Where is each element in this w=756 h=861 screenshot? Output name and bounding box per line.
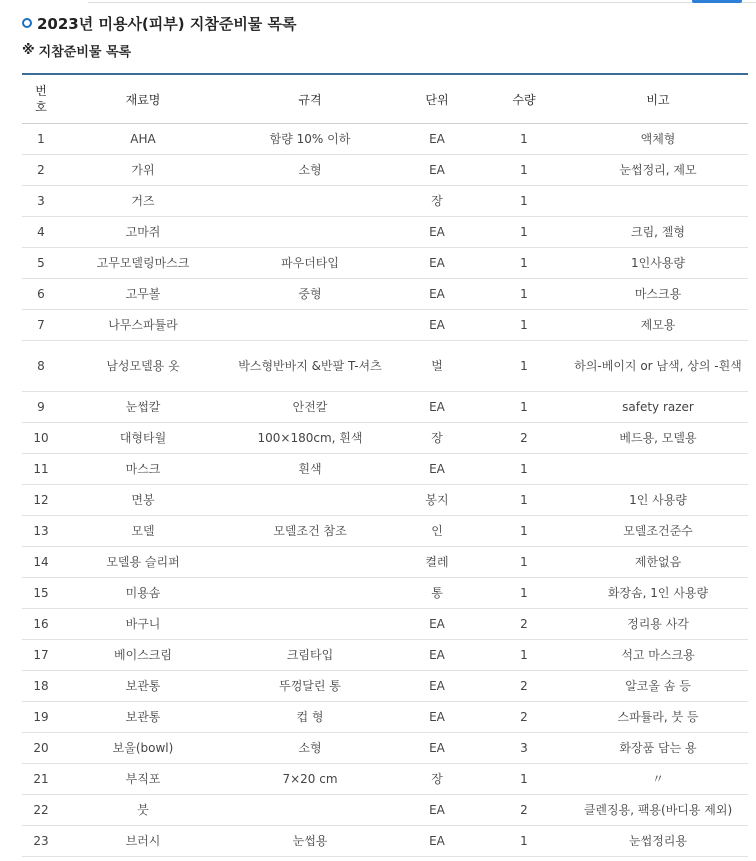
table-row bbox=[22, 341, 748, 392]
cell-note bbox=[568, 454, 748, 485]
cell-qty: 1 bbox=[480, 186, 568, 217]
cell-note: 하의-베이지 or 남색, 상의 -흰색 bbox=[568, 341, 748, 392]
table-row bbox=[22, 640, 748, 671]
cell-no: 5 bbox=[22, 248, 60, 279]
cell-qty: 1 bbox=[480, 248, 568, 279]
cell-note: 석고 마스크용 bbox=[568, 640, 748, 671]
cell-no: 4 bbox=[22, 217, 60, 248]
cell-name: 마스크 bbox=[60, 454, 226, 485]
cell-qty: 1 bbox=[480, 124, 568, 155]
cell-no: 3 bbox=[22, 186, 60, 217]
table-row bbox=[22, 217, 748, 248]
cell-name: 부직포 bbox=[60, 764, 226, 795]
cell-name: 면봉 bbox=[60, 485, 226, 516]
circle-bullet-icon bbox=[22, 18, 32, 28]
table-row bbox=[22, 547, 748, 578]
section-title bbox=[22, 41, 131, 59]
cell-note: 액체형 bbox=[568, 124, 748, 155]
table-row bbox=[22, 609, 748, 640]
cell-no: 7 bbox=[22, 310, 60, 341]
cell-note: 스파튤라, 붓 등 bbox=[568, 702, 748, 733]
cell-name: 거즈 bbox=[60, 186, 226, 217]
cell-name: 눈썹칼 bbox=[60, 392, 226, 423]
cell-unit: EA bbox=[394, 155, 480, 186]
cell-no: 11 bbox=[22, 454, 60, 485]
cell-unit: 인 bbox=[394, 516, 480, 547]
table-row bbox=[22, 702, 748, 733]
cell-unit: EA bbox=[394, 392, 480, 423]
cell-no: 12 bbox=[22, 485, 60, 516]
cell-unit: EA bbox=[394, 124, 480, 155]
cell-name: 고마쥐 bbox=[60, 217, 226, 248]
cell-qty: 2 bbox=[480, 609, 568, 640]
cell-name: 보울(bowl) bbox=[60, 733, 226, 764]
cell-name: AHA bbox=[60, 124, 226, 155]
cell-spec bbox=[226, 485, 394, 516]
table-row bbox=[22, 826, 748, 857]
materials-table bbox=[22, 73, 748, 857]
cell-no: 2 bbox=[22, 155, 60, 186]
cell-no: 6 bbox=[22, 279, 60, 310]
cell-name: 모델 bbox=[60, 516, 226, 547]
cell-note: 화장솜, 1인 사용량 bbox=[568, 578, 748, 609]
cell-unit: EA bbox=[394, 310, 480, 341]
cell-name: 보관통 bbox=[60, 702, 226, 733]
table-row bbox=[22, 578, 748, 609]
cell-name: 미용솜 bbox=[60, 578, 226, 609]
cell-no: 17 bbox=[22, 640, 60, 671]
table-row bbox=[22, 671, 748, 702]
cell-name: 고무볼 bbox=[60, 279, 226, 310]
cell-spec: 박스형반바지 &반팔 T-셔츠 bbox=[226, 341, 394, 392]
table-row bbox=[22, 733, 748, 764]
cell-unit: EA bbox=[394, 248, 480, 279]
cell-unit: EA bbox=[394, 454, 480, 485]
cell-unit: EA bbox=[394, 640, 480, 671]
cell-qty: 1 bbox=[480, 155, 568, 186]
cell-spec: 파우더타입 bbox=[226, 248, 394, 279]
cell-no: 9 bbox=[22, 392, 60, 423]
top-divider bbox=[88, 2, 756, 3]
header-unit: 단위 bbox=[394, 74, 480, 124]
table-row bbox=[22, 454, 748, 485]
cell-unit: EA bbox=[394, 795, 480, 826]
table-row bbox=[22, 124, 748, 155]
cell-note: 1인사용량 bbox=[568, 248, 748, 279]
cell-note: 모델조건준수 bbox=[568, 516, 748, 547]
cell-name: 바구니 bbox=[60, 609, 226, 640]
table-row bbox=[22, 279, 748, 310]
cell-unit: 벌 bbox=[394, 341, 480, 392]
cell-qty: 1 bbox=[480, 310, 568, 341]
table-row bbox=[22, 310, 748, 341]
header-qty: 수량 bbox=[480, 74, 568, 124]
cell-name: 가위 bbox=[60, 155, 226, 186]
table-row bbox=[22, 186, 748, 217]
cell-spec: 안전칼 bbox=[226, 392, 394, 423]
reference-mark-icon: ※ bbox=[22, 42, 35, 58]
cell-spec: 7×20 cm bbox=[226, 764, 394, 795]
cell-qty: 1 bbox=[480, 217, 568, 248]
cell-unit: 장 bbox=[394, 423, 480, 454]
cell-note: 크림, 젤형 bbox=[568, 217, 748, 248]
cell-no: 10 bbox=[22, 423, 60, 454]
cell-qty: 1 bbox=[480, 640, 568, 671]
cell-note: 화장품 담는 용 bbox=[568, 733, 748, 764]
cell-spec: 소형 bbox=[226, 733, 394, 764]
cell-qty: 1 bbox=[480, 392, 568, 423]
cell-name: 남성모델용 옷 bbox=[60, 341, 226, 392]
cell-unit: EA bbox=[394, 702, 480, 733]
cell-unit: EA bbox=[394, 826, 480, 857]
cell-note: 제한없음 bbox=[568, 547, 748, 578]
cell-unit: EA bbox=[394, 279, 480, 310]
cell-name: 모델용 슬리퍼 bbox=[60, 547, 226, 578]
page-title-text: 2023년 미용사(피부) 지참준비물 목록 bbox=[37, 14, 297, 33]
table-row bbox=[22, 392, 748, 423]
table-body bbox=[22, 124, 748, 857]
table-row bbox=[22, 795, 748, 826]
cell-qty: 1 bbox=[480, 764, 568, 795]
cell-name: 붓 bbox=[60, 795, 226, 826]
cell-qty: 2 bbox=[480, 423, 568, 454]
cell-qty: 1 bbox=[480, 578, 568, 609]
cell-qty: 1 bbox=[480, 485, 568, 516]
cell-unit: 통 bbox=[394, 578, 480, 609]
cell-qty: 3 bbox=[480, 733, 568, 764]
table-row bbox=[22, 516, 748, 547]
cell-no: 14 bbox=[22, 547, 60, 578]
table-row bbox=[22, 155, 748, 186]
table-row bbox=[22, 248, 748, 279]
cell-name: 대형타월 bbox=[60, 423, 226, 454]
cell-spec: 소형 bbox=[226, 155, 394, 186]
cell-qty: 2 bbox=[480, 671, 568, 702]
header-name: 재료명 bbox=[60, 74, 226, 124]
cell-spec bbox=[226, 795, 394, 826]
cell-no: 13 bbox=[22, 516, 60, 547]
cell-note: 눈썹정리용 bbox=[568, 826, 748, 857]
cell-spec: 흰색 bbox=[226, 454, 394, 485]
table-header bbox=[22, 74, 748, 124]
cell-spec bbox=[226, 609, 394, 640]
cell-spec: 크림타입 bbox=[226, 640, 394, 671]
cell-unit: 장 bbox=[394, 186, 480, 217]
cell-note: safety razer bbox=[568, 392, 748, 423]
cell-no: 23 bbox=[22, 826, 60, 857]
cell-spec: 중형 bbox=[226, 279, 394, 310]
cell-note bbox=[568, 186, 748, 217]
cell-no: 8 bbox=[22, 341, 60, 392]
cell-spec: 뚜껑달린 통 bbox=[226, 671, 394, 702]
cell-name: 베이스크림 bbox=[60, 640, 226, 671]
cell-no: 20 bbox=[22, 733, 60, 764]
cell-spec: 모델조건 참조 bbox=[226, 516, 394, 547]
cell-note: 알코올 솜 등 bbox=[568, 671, 748, 702]
cell-unit: EA bbox=[394, 733, 480, 764]
cell-spec: 함량 10% 이하 bbox=[226, 124, 394, 155]
table-row bbox=[22, 764, 748, 795]
table-row bbox=[22, 485, 748, 516]
cell-qty: 1 bbox=[480, 826, 568, 857]
cell-no: 1 bbox=[22, 124, 60, 155]
table-row bbox=[22, 423, 748, 454]
cell-qty: 2 bbox=[480, 795, 568, 826]
section-title-text: 지참준비물 목록 bbox=[38, 44, 132, 60]
cell-qty: 1 bbox=[480, 279, 568, 310]
cell-unit: EA bbox=[394, 609, 480, 640]
cell-unit: 켤레 bbox=[394, 547, 480, 578]
cell-qty: 1 bbox=[480, 547, 568, 578]
cell-qty: 1 bbox=[480, 454, 568, 485]
top-button-edge[interactable] bbox=[692, 0, 742, 3]
cell-spec: 100×180cm, 흰색 bbox=[226, 423, 394, 454]
header-note: 비고 bbox=[568, 74, 748, 124]
cell-note: 정리용 사각 bbox=[568, 609, 748, 640]
cell-note: 눈썹정리, 제모 bbox=[568, 155, 748, 186]
cell-name: 고무모델링마스크 bbox=[60, 248, 226, 279]
cell-name: 나무스파튤라 bbox=[60, 310, 226, 341]
cell-no: 16 bbox=[22, 609, 60, 640]
cell-no: 22 bbox=[22, 795, 60, 826]
cell-note: 베드용, 모델용 bbox=[568, 423, 748, 454]
cell-spec: 컵 형 bbox=[226, 702, 394, 733]
cell-name: 보관통 bbox=[60, 671, 226, 702]
cell-no: 21 bbox=[22, 764, 60, 795]
cell-spec bbox=[226, 578, 394, 609]
cell-qty: 1 bbox=[480, 341, 568, 392]
cell-spec bbox=[226, 310, 394, 341]
cell-unit: 봉지 bbox=[394, 485, 480, 516]
cell-note: 〃 bbox=[568, 764, 748, 795]
cell-no: 15 bbox=[22, 578, 60, 609]
cell-spec: 눈썹용 bbox=[226, 826, 394, 857]
cell-no: 19 bbox=[22, 702, 60, 733]
cell-note: 클렌징용, 팩용(바디용 제외) bbox=[568, 795, 748, 826]
cell-note: 1인 사용량 bbox=[568, 485, 748, 516]
cell-spec bbox=[226, 217, 394, 248]
header-no: 번호 bbox=[22, 74, 60, 124]
cell-unit: EA bbox=[394, 671, 480, 702]
header-spec: 규격 bbox=[226, 74, 394, 124]
cell-unit: 장 bbox=[394, 764, 480, 795]
cell-note: 제모용 bbox=[568, 310, 748, 341]
cell-qty: 2 bbox=[480, 702, 568, 733]
cell-no: 18 bbox=[22, 671, 60, 702]
cell-spec bbox=[226, 186, 394, 217]
page-title bbox=[22, 12, 297, 34]
cell-spec bbox=[226, 547, 394, 578]
cell-name: 브러시 bbox=[60, 826, 226, 857]
cell-note: 마스크용 bbox=[568, 279, 748, 310]
cell-unit: EA bbox=[394, 217, 480, 248]
cell-qty: 1 bbox=[480, 516, 568, 547]
